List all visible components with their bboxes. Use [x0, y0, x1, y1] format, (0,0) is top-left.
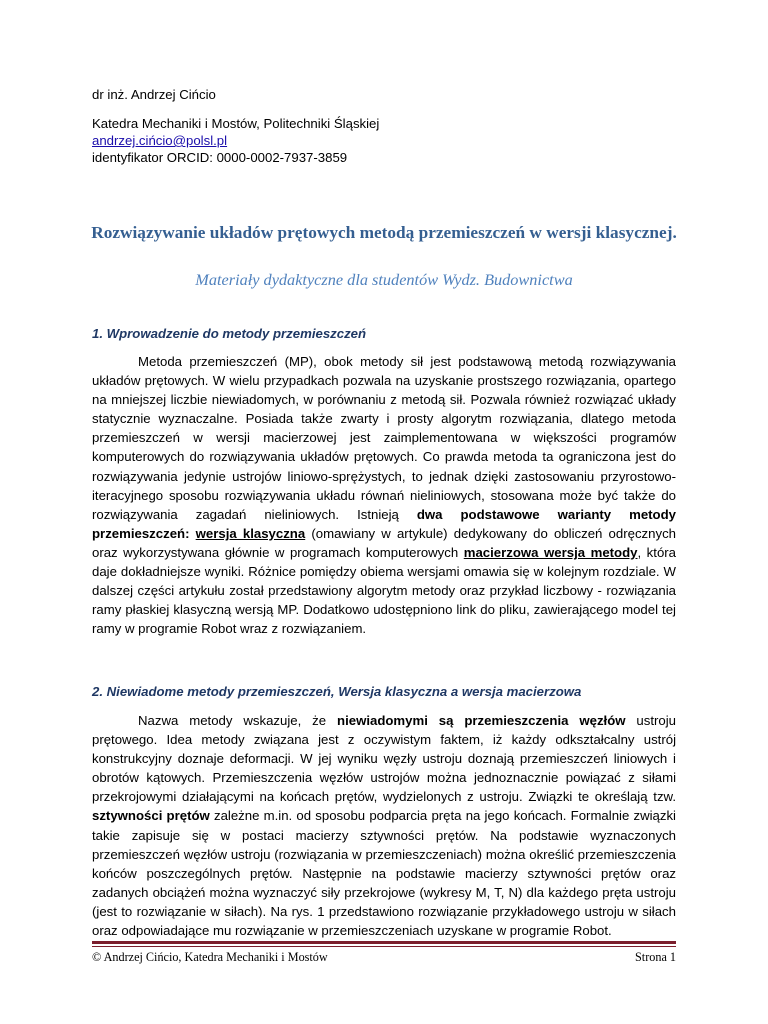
email-link[interactable]: andrzej.cińcio@polsl.pl — [92, 133, 228, 148]
underlined-bold-run: macierzowa wersja metody — [463, 544, 638, 560]
page-footer — [92, 949, 676, 965]
section-1-heading: 1. Wprowadzenie do metody przemieszczeń — [92, 326, 367, 341]
text-run: Nazwa metody wskazuje, że — [138, 713, 338, 728]
affiliation-block — [92, 115, 379, 166]
footer-copyright: © Andrzej Cińcio, Katedra Mechaniki i Mostów — [92, 950, 328, 964]
section-2-paragraph — [92, 711, 676, 940]
text-run: , która daje dokładniejsze wyniki. Różnice pomiędzy obiema wersjami omawia się w kolejnym rozdziale. W dalszej części artykułu został przedstawiony algorytm metody oraz przykład liczbowy - rozwiązania ramy płaskiej klasyczną wersją MP. Dodatkowo udostępniono link do pliku, zawierającego model tej ramy w programie Robot wraz z rozwiązaniem. — [92, 544, 676, 637]
text-run: ustroju prętowego. Idea metody związana jest z oczywistym faktem, iż każdy odkształcalny ustrój konstrukcyjny doznaje deformacji. W jej wyniku węzły ustroju doznają przemieszczeń liniowych i obrotów kątowych. Przemieszczenia węzłów ustrojów można jednoznacznie powiązać z siłami przekrojowymi działającymi na końcach prętów, wydzielonych z ustroju. Związki te określają tzw. — [92, 713, 677, 805]
orcid-id: identyfikator ORCID: 0000-0002-7937-3859 — [92, 150, 348, 165]
bold-run: niewiadomymi są przemieszczenia węzłów — [337, 713, 626, 728]
text-run: zależne m.in. od sposobu podparcia pręta na jego końcach. Formalnie związki takie zapisuje się w postaci macierzy sztywności prętów. Na podstawie wyznaczonych przemieszczeń węzłów ustroju (rozwiązania w przemieszczeniach) można określić przemieszczenia końców poszczególnych prętów. Następnie na podstawie macierzy sztywności prętów oraz zadanych obciążeń można wyznaczyć siły przekrojowe (wykresy M, T, N) dla każdego pręta ustroju (jest to rozwiązanie w siłach). Na rys. 1 przedstawiono rozwiązanie przykładowego ustroju w siłach oraz odpowiadające mu rozwiązanie w przemieszczeniach uzyskane w programie Robot. — [92, 808, 676, 939]
text-run: (omawiany w artykule) dedykowany do obliczeń odręcznych oraz wykorzystywana głównie w programach komputerowych — [92, 525, 676, 560]
text-run: Metoda przemieszczeń (MP), obok metody sił jest podstawową metodą rozwiązywania układów prętowych. W wielu przypadkach pozwala na uzyskanie prostszego rozwiązania, opartego na mniejszej liczbie niewiadomych, w porównaniu z metodą sił. Pozwala również rozwiązać układy statycznie wyznaczalne. Posiada także zwarty i prosty algorytm rozwiązania, dlatego metoda przemieszczeń w wersji macierzowej jest zaimplementowana w większości programów komputerowych do rozwiązywania układów prętowych. Co prawda metoda ta ograniczona jest do rozwiązywania jedynie ustrojów liniowo-sprężystych, to jednak dzięki zastosowaniu przyrostowo-iteracyjnego sposobu rozwiązywania układu równań nieliniowych, stosowana może być także do rozwiązywania zagadań nieliniowych. Istnieją — [92, 354, 676, 522]
section-2-heading: 2. Niewiadome metody przemieszczeń, Wersja klasyczna a wersja macierzowa — [92, 684, 582, 699]
page-number: Strona 1 — [635, 950, 676, 964]
bold-run: sztywności prętów — [92, 808, 210, 824]
footer-rule-thin — [92, 946, 676, 947]
footer-rule-thick — [92, 941, 676, 944]
underlined-bold-run: wersja klasyczna — [195, 525, 306, 541]
affiliation: Katedra Mechaniki i Mostów, Politechniki Śląskiej — [92, 116, 380, 131]
bold-run: dwa podstawowe warianty metody przemieszczeń: — [92, 506, 677, 541]
document-title: Rozwiązywanie układów prętowych metodą przemieszczeń w wersji klasycznej. — [91, 223, 677, 242]
section-1-paragraph — [92, 352, 676, 638]
document-subtitle: Materiały dydaktyczne dla studentów Wydz. Budownictwa — [195, 270, 573, 289]
author-name: dr inż. Andrzej Cińcio — [92, 87, 216, 102]
